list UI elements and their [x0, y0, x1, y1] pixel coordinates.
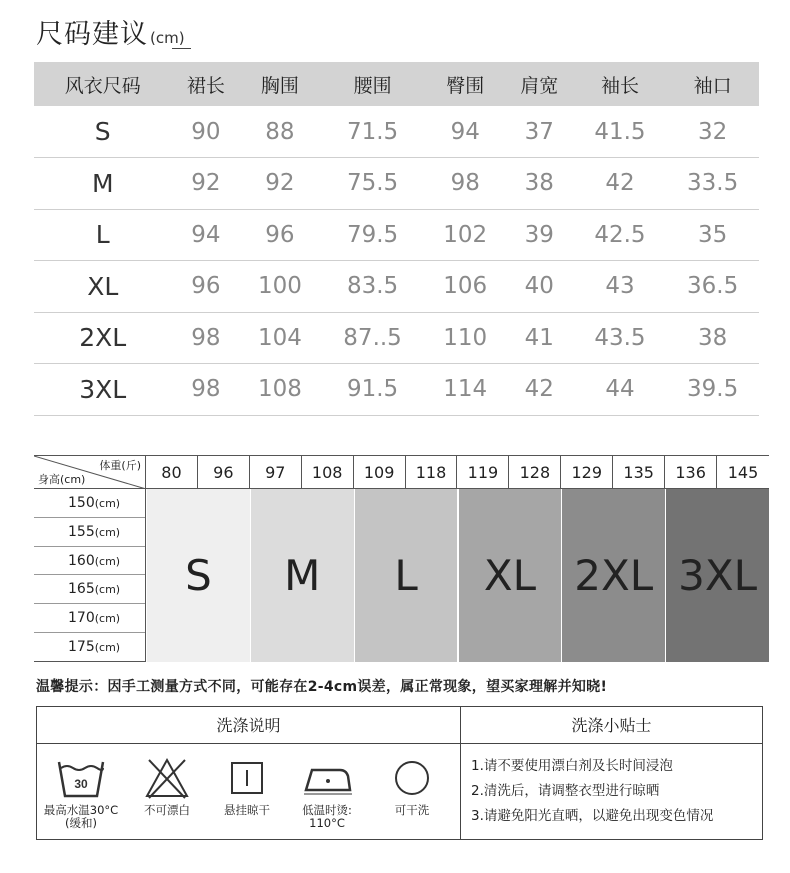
weight-cell: 108 [302, 456, 354, 489]
size-label-cell: M [34, 158, 171, 210]
measurement-cell: 42.5 [574, 209, 667, 261]
measurement-cell: 42 [574, 158, 667, 210]
measurement-cell: 83.5 [320, 261, 426, 313]
measurement-cell: 100 [240, 261, 319, 313]
wash-tips-title: 洗涤小贴士 [461, 707, 762, 744]
measurement-cell: 92 [240, 158, 319, 210]
size-table-header-cell: 风衣尺码 [34, 62, 171, 106]
wash-instructions-title: 洗涤说明 [37, 707, 460, 744]
height-value: 150 [68, 495, 95, 511]
weight-cell: 145 [727, 463, 759, 482]
wash-tip-item: 2.清洗后，请调整衣型进行晾晒 [471, 783, 660, 799]
size-band: 3XL [666, 489, 769, 662]
wash-icon-label: 低温时烫: [302, 803, 352, 817]
wash-box [36, 706, 763, 840]
wash-icons [37, 744, 460, 839]
wash-tips-list [461, 744, 762, 829]
wash-icon-item [362, 754, 462, 817]
wash-icon-item [31, 754, 131, 830]
size-table-header-cell: 袖长 [574, 62, 667, 106]
table-row [34, 209, 759, 261]
measurement-cell: 41 [505, 312, 574, 364]
corner-height-label: 身高(cm) [38, 473, 86, 486]
height-unit: (cm) [94, 583, 121, 597]
size-table-header-cell: 腰围 [320, 62, 426, 106]
measurement-cell: 91.5 [320, 364, 426, 416]
wash-temp-number: 30 [74, 777, 88, 791]
measurement-cell: 102 [426, 209, 505, 261]
size-band: M [251, 489, 354, 662]
size-label-cell: 3XL [34, 364, 171, 416]
size-table-header-cell: 肩宽 [505, 62, 574, 106]
wash-30-icon [31, 754, 131, 800]
measurement-cell: 98 [171, 312, 240, 364]
size-table-header-cell: 裙长 [171, 62, 240, 106]
fit-grid [34, 455, 769, 662]
measurement-cell: 35 [666, 209, 759, 261]
measurement-cell: 38 [505, 158, 574, 210]
weight-cell: 118 [406, 456, 458, 489]
measurement-cell: 114 [426, 364, 505, 416]
measurement-cell: 42 [505, 364, 574, 416]
title-unit: (cm) [150, 29, 185, 47]
size-table-body [34, 106, 759, 415]
height-unit: (cm) [94, 640, 121, 654]
measurement-cell: 108 [240, 364, 319, 416]
measurement-cell: 110 [426, 312, 505, 364]
measurement-cell: 39 [505, 209, 574, 261]
measurement-cell: 41.5 [574, 106, 667, 158]
height-value: 160 [68, 552, 95, 569]
height-value: 175 [68, 638, 95, 655]
size-label-cell: S [34, 106, 171, 158]
weight-cell: 135 [613, 456, 665, 489]
fit-grid-corner [34, 456, 146, 489]
height-row [34, 633, 145, 662]
height-unit: (cm) [94, 612, 121, 626]
wash-icon-label: 不可漂白 [144, 803, 190, 817]
weight-cell: 109 [354, 456, 406, 489]
size-table-header-cell: 胸围 [240, 62, 319, 106]
corner-weight-label: 体重(斤) [99, 459, 141, 472]
measurement-cell: 40 [505, 261, 574, 313]
dry-clean-icon [362, 754, 462, 800]
size-label-cell: 2XL [34, 312, 171, 364]
wash-icon-label: 最高水温30°C [43, 803, 119, 817]
measurement-cell: 36.5 [666, 261, 759, 313]
table-row [34, 158, 759, 210]
weight-cell: 119 [458, 456, 510, 489]
measurement-cell: 98 [426, 158, 505, 210]
measurement-cell: 71.5 [320, 106, 426, 158]
measurement-cell: 104 [240, 312, 319, 364]
wash-tip-item: 3.请避免阳光直晒，以避免出现变色情况 [471, 808, 714, 824]
size-table-header-cell: 袖口 [666, 62, 759, 106]
measurement-cell: 44 [574, 364, 667, 416]
size-band: S [147, 489, 250, 662]
height-row [34, 547, 145, 576]
height-unit: (cm) [94, 554, 121, 568]
wash-icon-sublabel: 110°C [309, 816, 345, 830]
height-row [34, 518, 145, 547]
wash-icon-label: 可干洗 [394, 803, 430, 817]
measurement-cell: 87..5 [320, 312, 426, 364]
weight-cell: 97 [250, 456, 302, 489]
fit-grid-header [34, 455, 769, 489]
title-main: 尺码建议 [36, 19, 148, 50]
size-band: XL [459, 489, 562, 662]
measurement-cell: 79.5 [320, 209, 426, 261]
height-value: 170 [68, 610, 95, 627]
wash-tip-item: 1.请不要使用漂白剂及长时间浸泡 [471, 758, 673, 774]
size-table-header-cell: 臀围 [426, 62, 505, 106]
measurement-cell: 43.5 [574, 312, 667, 364]
wash-icon-label: 悬挂晾干 [224, 803, 270, 817]
measurement-cell: 38 [666, 312, 759, 364]
weight-cell: 128 [509, 456, 561, 489]
height-value: 155 [68, 523, 95, 540]
fit-grid-heights [34, 489, 146, 662]
wash-tips [461, 707, 762, 839]
measurement-cell: 92 [171, 158, 240, 210]
wash-instructions [37, 707, 461, 839]
measurement-cell: 75.5 [320, 158, 426, 210]
measurement-cell: 96 [240, 209, 319, 261]
measurement-cell: 88 [240, 106, 319, 158]
measurement-cell: 43 [574, 261, 667, 313]
measurement-cell: 39.5 [666, 364, 759, 416]
size-label-cell: L [34, 209, 171, 261]
table-row [34, 261, 759, 313]
weight-cell: 96 [198, 456, 250, 489]
table-row [34, 106, 759, 158]
measurement-cell: 94 [171, 209, 240, 261]
height-value: 165 [68, 581, 95, 598]
table-row [34, 312, 759, 364]
wash-icon-sublabel: (缓和) [65, 816, 97, 830]
height-unit: (cm) [94, 525, 121, 539]
size-band: L [355, 489, 458, 662]
size-table-header [34, 62, 759, 106]
measurement-cell: 90 [171, 106, 240, 158]
measurement-note: 温馨提示：因手工测量方式不同，可能存在2-4cm误差，属正常现象，望买家理解并知晓! [36, 679, 608, 695]
height-row [34, 575, 145, 604]
size-band: 2XL [562, 489, 665, 662]
measurement-cell: 32 [666, 106, 759, 158]
measurement-cell: 33.5 [666, 158, 759, 210]
weight-cell: 80 [146, 456, 198, 489]
measurement-cell: 37 [505, 106, 574, 158]
measurement-cell: 106 [426, 261, 505, 313]
weight-cell: 129 [561, 456, 613, 489]
size-table [34, 62, 759, 416]
measurement-cell: 94 [426, 106, 505, 158]
measurement-cell: 96 [171, 261, 240, 313]
size-label-cell: XL [34, 261, 171, 313]
height-row [34, 489, 145, 518]
height-row [34, 604, 145, 633]
weight-cell: 136 [665, 456, 717, 489]
table-row [34, 364, 759, 416]
page-title [36, 12, 185, 51]
height-unit: (cm) [94, 497, 121, 510]
measurement-cell: 98 [171, 364, 240, 416]
